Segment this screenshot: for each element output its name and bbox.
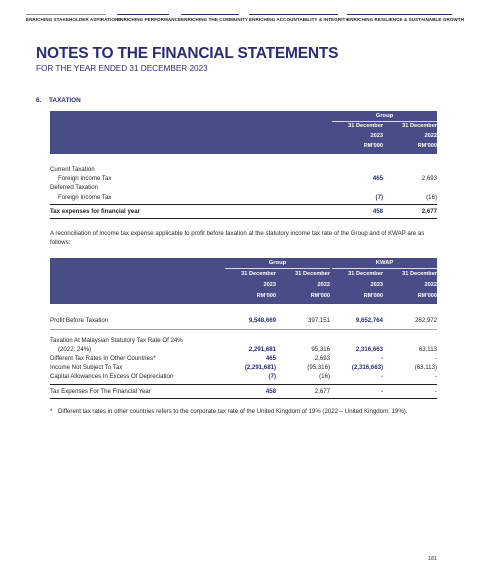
- cell-value: -: [380, 373, 383, 380]
- cell-value: -: [434, 388, 437, 395]
- cell-value: (16): [426, 194, 437, 201]
- cell-value: -: [380, 355, 383, 362]
- table2-kwap-label: KWAP: [332, 258, 437, 269]
- divider: [50, 329, 437, 330]
- cell-value: 465: [265, 355, 276, 362]
- divider: [50, 398, 437, 399]
- row-label: Income Not Subject To Tax: [50, 364, 123, 371]
- divider: [50, 384, 437, 385]
- row-label: Deferred Taxation: [50, 184, 98, 191]
- table2-col3-line3: RM'000: [363, 293, 383, 299]
- page-number: 181: [428, 556, 437, 562]
- cell-value: -: [434, 373, 437, 380]
- row-label: Taxation At Malaysian Statutory Tax Rate Of 24%: [50, 337, 183, 344]
- table1-col2-line2: 2022: [424, 133, 437, 139]
- cell-value: 458: [265, 388, 276, 395]
- cell-value: 2,693: [421, 175, 437, 182]
- row-label: Foreign Income Tax: [58, 194, 112, 201]
- cell-value: (7): [268, 373, 276, 380]
- top-navigation: [26, 17, 465, 31]
- cell-value: 397,151: [307, 317, 330, 324]
- cell-value: 9,548,669: [248, 317, 276, 324]
- section-number: 6.: [36, 97, 42, 104]
- table1-col2-line1: 31 December: [402, 123, 437, 129]
- table2-header-band: [50, 258, 437, 304]
- cell-value: 465: [372, 175, 383, 182]
- cell-value: (2,291,681): [244, 364, 276, 371]
- table2-col4-line3: RM'000: [417, 293, 437, 299]
- cell-value: (7): [375, 194, 383, 201]
- table2-col2-line2: 2022: [317, 282, 330, 288]
- cell-value: (63,113): [414, 364, 437, 371]
- table2-col2-line3: RM'000: [310, 293, 330, 299]
- cell-value: 262,972: [414, 317, 437, 324]
- footnote: [50, 407, 437, 416]
- footnote-marker: *: [50, 408, 53, 415]
- cell-value: 2,693: [314, 355, 330, 362]
- cell-value: -: [434, 355, 437, 362]
- table1-col1-line3: RM'000: [363, 143, 383, 149]
- table1-col1-line2: 2023: [370, 133, 383, 139]
- nav-item-stakeholder[interactable]: ENRICHING STAKEHOLDER ASPIRATIONS: [26, 17, 122, 22]
- row-label: (2022: 24%): [58, 346, 92, 353]
- cell-value: 2,677: [314, 388, 330, 395]
- table2-col3-line2: 2023: [370, 282, 383, 288]
- table2-col4-line1: 31 December: [402, 271, 437, 277]
- cell-value: 458: [372, 208, 383, 215]
- table2-col1-line3: RM'000: [256, 293, 276, 299]
- row-label: Current Taxation: [50, 166, 95, 173]
- table2-col1-line1: 31 December: [241, 271, 276, 277]
- nav-item-accountability[interactable]: ENRICHING ACCOUNTABILITY & INTEGRITY: [249, 17, 349, 22]
- table2-col1-line2: 2023: [263, 282, 276, 288]
- row-label: Different Tax Rates In Other Countries*: [50, 355, 156, 362]
- cell-value: 9,652,764: [355, 317, 383, 324]
- page-title: NOTES TO THE FINANCIAL STATEMENTS: [36, 45, 339, 62]
- divider: [50, 218, 437, 219]
- nav-item-resilience[interactable]: ENRICHING RESILIENCE & SUSTAINABLE GROWTH: [347, 17, 465, 22]
- nav-item-performance[interactable]: ENRICHING PERFORMANCE: [117, 17, 182, 22]
- table1-group-label: Group: [332, 111, 437, 122]
- table2-group-label: Group: [225, 258, 330, 269]
- table2-col2-line1: 31 December: [295, 271, 330, 277]
- cell-value: (2,316,663): [351, 364, 383, 371]
- cell-value: -: [380, 388, 383, 395]
- cell-value: 2,291,681: [248, 346, 276, 353]
- nav-item-community[interactable]: ENRICHING THE COMMUNITY: [181, 17, 248, 22]
- cell-value: (16): [319, 373, 330, 380]
- divider: [50, 204, 437, 205]
- section-title: TAXATION: [49, 97, 81, 104]
- cell-value: (95,316): [307, 364, 330, 371]
- page-subtitle: FOR THE YEAR ENDED 31 DECEMBER 2023: [36, 64, 208, 73]
- section-heading: [36, 97, 81, 104]
- row-label: Tax expenses for financial year: [50, 208, 140, 215]
- row-label: Tax Expenses For The Financial Year: [50, 388, 151, 395]
- footnote-text: Different tax rates in other countries refers to the corporate tax rate of the United Kingdom of 19% (2022 – United Kingdom: 19%).: [58, 408, 408, 415]
- cell-value: 95,316: [311, 346, 330, 353]
- table2-col3-line1: 31 December: [348, 271, 383, 277]
- cell-value: 63,113: [418, 346, 437, 353]
- table1-header-band: [50, 111, 437, 154]
- row-label: Profit Before Taxation: [50, 317, 109, 324]
- cell-value: 2,316,663: [355, 346, 383, 353]
- cell-value: 2,677: [421, 208, 437, 215]
- row-label: Capital Allowances In Excess Of Depreciation: [50, 373, 174, 380]
- row-label: Foreign Income Tax: [58, 175, 112, 182]
- table1-col2-line3: RM'000: [417, 143, 437, 149]
- table2-col4-line2: 2022: [424, 282, 437, 288]
- table1-col1-line1: 31 December: [348, 123, 383, 129]
- reconciliation-paragraph: A reconciliation of income tax expense applicable to profit before taxation at the statutory income tax rate of the Group and of KWAP are as follows:: [50, 230, 425, 246]
